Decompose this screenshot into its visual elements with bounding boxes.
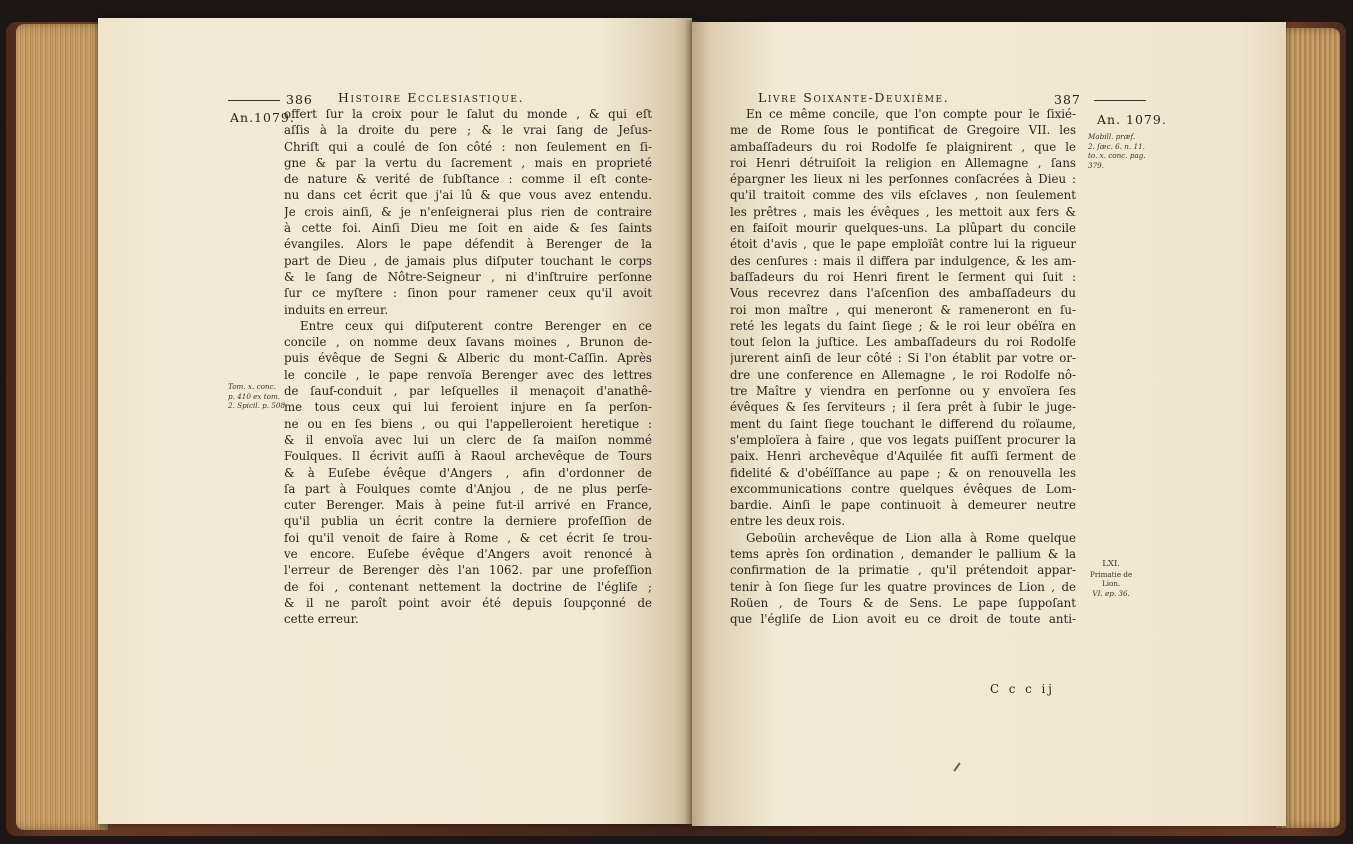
- text-line: entre les deux rois.: [730, 514, 846, 529]
- margin-note-line: VI. ep. 36.: [1092, 588, 1130, 598]
- text-line: évangiles. Alors le pape défendit à Berenger de la: [284, 237, 652, 252]
- right-margin-note-bottom: [1090, 560, 1132, 598]
- text-line: induits en erreur.: [284, 302, 389, 317]
- text-line: confirmation de la primatie , qu'il prétendoit appar-: [730, 563, 1076, 578]
- left-margin-note: [228, 382, 287, 411]
- text-line: fidelité & d'obéïſſance au pape ; & on renouvella les: [730, 465, 1076, 480]
- text-line: que l'égliſe de Lion avoit eu ce droit de toute anti-: [730, 612, 1076, 627]
- text-line: roi Henri détruiſoit la religion en Allemagne , ſans: [730, 155, 1076, 170]
- text-line: de ſauf-conduit , par leſquelles il menaçoit d'anathê-: [284, 384, 652, 399]
- text-line: me de Rome ſous le pontificat de Gregoire VII. les: [730, 123, 1076, 138]
- margin-note-line: 2. Spicil. p. 508.: [228, 401, 288, 410]
- text-line: le concile , le pape renvoïa Berenger avec des lettres: [284, 367, 652, 382]
- margin-note-line: p. 410 ex tom.: [228, 391, 281, 401]
- text-line: des cenſures : mais il differa par indulgence, & les am-: [730, 253, 1076, 268]
- text-line: aſſis à la droite du pere ; & le vrai ſang de Jeſus-: [284, 123, 652, 138]
- text-line: l'erreur de Berenger dès l'an 1062. par une profeſſion: [284, 563, 652, 578]
- left-page: [98, 18, 692, 824]
- margin-note-line: Lion.: [1101, 579, 1121, 588]
- text-line: cette erreur.: [284, 612, 359, 627]
- text-line: concile , on nomme deux ſavans moines , Brunon de-: [284, 335, 652, 350]
- text-line: nu dans cet écrit que j'ai lû & que vous avez entendu.: [284, 188, 652, 203]
- margin-note-line: 379.: [1088, 160, 1105, 170]
- text-line: Chriſt qui a coulé de ſon côté : non ſeulement en ſi-: [284, 139, 652, 154]
- text-line: cuter Berenger. Mais à peine fut-il arrivé en France,: [284, 498, 652, 513]
- text-line: de nature & verité de ſubſtance : comme il eſt conte-: [284, 172, 652, 187]
- text-line: part de Dieu , de jamais plus diſputer touchant le corps: [284, 253, 652, 268]
- left-page-edges: [16, 24, 108, 830]
- text-line: jurerent ainſi de leur côté : Si l'on établit par votre or-: [730, 351, 1076, 366]
- margin-note-line: Primatie de: [1090, 569, 1133, 579]
- text-line: tre Maître y viendra en perſonne ou y envoïera ſes: [730, 384, 1076, 399]
- right-running-head: Livre Soixante-Deuxième.: [758, 90, 950, 105]
- text-line: offert ſur la croix pour le ſalut du monde , & qui eſt: [284, 107, 652, 121]
- text-line: & il envoïa avec lui un clerc de ſa maiſon nommé: [284, 432, 652, 447]
- text-line: à cette foi. Ainſi Dieu me ſoit en aide & ſes ſaints: [284, 221, 652, 236]
- left-year-marker: An.1079.: [230, 110, 295, 125]
- text-line: baſſadeurs du roi Henri firent le ſerment qui ſuit :: [730, 269, 1076, 284]
- left-header-rule: [228, 100, 280, 101]
- text-line: tenir à ſon ſiege ſur les quatre provinces de Lion , de: [730, 579, 1076, 594]
- right-body-text: [730, 106, 1076, 628]
- text-line: Entre ceux qui diſputerent contre Berenger en ce: [300, 318, 652, 333]
- text-line: en faiſoit mourir quelques-uns. La plûpart du concile: [730, 221, 1076, 236]
- right-year-marker: An. 1079.: [1097, 112, 1167, 127]
- left-page-number: 386: [286, 92, 313, 107]
- text-line: & à Euſebe évêque d'Angers , afin d'ordonner de: [284, 465, 652, 480]
- right-margin-note-top: [1088, 132, 1146, 170]
- text-line: & il ne paroît point avoir été depuis ſoupçonné de: [284, 595, 652, 610]
- text-line: de foi , contenant nettement la doctrine de l'égliſe ;: [284, 579, 652, 594]
- text-line: ve encore. Euſebe évêque d'Angers avoit renoncé à: [284, 547, 652, 562]
- margin-note-line: 2. ſæc. 6. n. 11.: [1088, 141, 1145, 151]
- text-line: s'emploïera à faire , que vos legats puiſſent procurer la: [730, 432, 1076, 447]
- right-page: [692, 22, 1286, 826]
- text-line: les prêtres , mais les évêques , les mettoit aux fers &: [730, 204, 1076, 219]
- margin-note-line: Tom. x. conc.: [228, 382, 276, 391]
- right-header-rule: [1094, 100, 1146, 101]
- text-line: Geboüin archevêque de Lion alla à Rome quelque: [746, 530, 1076, 545]
- text-line: tout ſelon la juſtice. Les ambaſſadeurs du roi Rodolfe: [730, 335, 1076, 350]
- text-line: évêques & ſes ſerviteurs ; il ſera prêt à ſubir le juge-: [730, 400, 1076, 415]
- text-line: foi qu'il venoit de faire à Rome , & cet écrit ſe trou-: [284, 530, 652, 545]
- text-line: étoit d'avis , que le pape emploïât contre lui la rigueur: [730, 237, 1076, 252]
- margin-note-line: LXI.: [1102, 559, 1121, 569]
- pen-mark: [953, 762, 960, 771]
- text-line: ment du ſaint ſiege touchant le differend du roïaume,: [730, 416, 1076, 431]
- text-line: bardie. Ainſi le pape continuoit à demeurer neutre: [730, 498, 1076, 513]
- text-line: reté les legats du ſaint ſiege ; & le roi leur obéïra en: [730, 318, 1076, 333]
- text-line: ambaſſadeurs du roi Rodolfe ſe plaignirent , que le: [730, 139, 1076, 154]
- text-line: Roüen , de Tours & de Sens. Le pape ſuppoſant: [730, 595, 1076, 610]
- text-line: ſur ce myſtere : ſinon pour ramener ceux qu'il avoit: [284, 286, 652, 301]
- text-line: excommunications contre quelques évêques de Lom-: [730, 481, 1076, 496]
- right-page-number: 387: [1054, 92, 1081, 107]
- text-line: ne ou en ſes biens , ou qui l'appelleroient heretique :: [284, 416, 652, 431]
- margin-note-line: Mabill. præf.: [1088, 132, 1136, 141]
- text-line: Foulques. Il écrivit auſſi à Raoul archevêque de Tours: [284, 449, 652, 464]
- text-line: me tous ceux qui lui feroient injure en ſa perſon-: [284, 400, 652, 415]
- text-line: gne & par la vertu du ſacrement , mais en proprieté: [284, 155, 652, 170]
- text-line: paix. Henri archevêque d'Aquilée fit auſſi ſerment de: [730, 449, 1076, 464]
- text-line: épargner les lieux ni les perſonnes conſacrées à Dieu :: [730, 172, 1076, 187]
- margin-note-line: to. x. conc. pag.: [1088, 151, 1146, 160]
- text-line: Je crois ainſi, & je n'enſeignerai plus rien de contraire: [284, 204, 652, 219]
- text-line: puis évêque de Segni & Alberic du mont-Caſſin. Après: [284, 351, 652, 366]
- text-line: dre une conference en Allemagne , le roi Rodolfe nô-: [730, 367, 1076, 382]
- text-line: En ce même concile, que l'on compte pour le ſixié-: [746, 107, 1076, 121]
- signature-mark: C c c ij: [990, 682, 1055, 696]
- text-line: qu'il traitoit comme des vils eſclaves , non ſeulement: [730, 188, 1076, 203]
- text-line: tems après ſon ordination , demander le pallium & la: [730, 547, 1076, 562]
- left-body-text: [284, 106, 652, 628]
- text-line: qu'il publia un écrit contre la derniere profeſſion de: [284, 514, 652, 529]
- text-line: roi mon maître , qui meneront & rameneront en ſu-: [730, 302, 1076, 317]
- text-line: Vous recevrez dans l'aſcenſion des ambaſſadeurs du: [730, 286, 1076, 301]
- text-line: ſa part à Foulques comte d'Anjou , de ne plus perſe-: [284, 481, 652, 496]
- left-running-head: Histoire Ecclesiastique.: [338, 90, 525, 105]
- text-line: & le ſang de Nôtre-Seigneur , ni d'inſtruire perſonne: [284, 269, 652, 284]
